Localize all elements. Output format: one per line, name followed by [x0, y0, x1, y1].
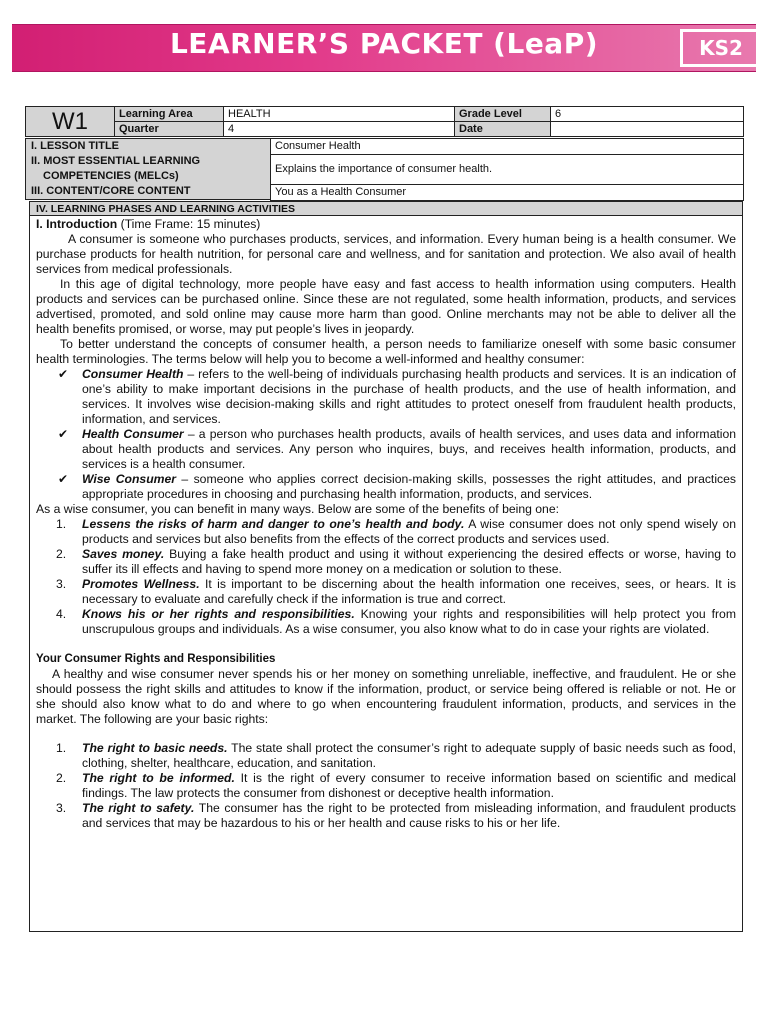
item-number: 2.: [56, 771, 67, 785]
right-title: The right to basic needs.: [82, 741, 228, 755]
list-item: [36, 367, 736, 427]
grade-level-label: Grade Level: [454, 106, 551, 122]
list-item: [36, 577, 736, 607]
list-item: [36, 607, 736, 637]
benefit-text: A wise consumer does not only spend wisely on products and services but also benefits from the effects of the correct products and services used.: [82, 517, 737, 546]
item-number: 1.: [56, 741, 67, 755]
phases-heading: IV. LEARNING PHASES AND LEARNING ACTIVITIES: [30, 202, 742, 216]
list-item: [36, 771, 736, 801]
benefit-text: It is important to be discerning about the health information one receives, sees, or hears. It is necessary to evaluate and carefully check if the information is true and correct.: [82, 577, 736, 606]
rights-intro: A healthy and wise consumer never spends his or her money on something unreliable, ineffective, and fraudulent. He or she should possess the right skills and attitudes to know if the information, product, or service being offered is reliable or not. He or she should also know what to do and where to go when encountering fraudulent information, products, and services in the market. The following are your basic rights:: [36, 667, 736, 726]
benefit-title: Lessens the risks of harm and danger to one’s health and body.: [82, 517, 465, 531]
lesson-body: [36, 217, 736, 831]
check-icon: ✔: [58, 472, 69, 486]
terms-list: [36, 367, 736, 502]
rights-list: [36, 741, 736, 831]
benefits-intro: As a wise consumer, you can benefit in many ways. Below are some of the benefits of being one:: [36, 502, 559, 516]
intro-paragraph-2: In this age of digital technology, more people have easy and fast access to health information using computers. Health products and services can be purchased online. Since these are not regulated, some health information, products, and services advertised, promoted, and sold online may cause more harm than good. Online merchants may not be able to deliver all the health benefits promised, or worse, may put people’s lives in jeopardy.: [36, 277, 736, 336]
date-label: Date: [454, 121, 551, 137]
item-number: 2.: [56, 547, 67, 561]
check-icon: ✔: [58, 427, 69, 441]
spacer: [36, 727, 736, 741]
spacer: [36, 637, 736, 652]
item-number: 1.: [56, 517, 67, 531]
term-definition: – someone who applies correct decision-making skills, possesses the right attitudes, and practices appropriate procedures in choosing and purchasing health information, products, and services.: [82, 472, 736, 501]
ks2-badge: KS2: [680, 29, 762, 67]
content-value: You as a Health Consumer: [270, 184, 744, 201]
benefit-title: Saves money.: [82, 547, 165, 561]
learning-area-value: HEALTH: [223, 106, 455, 122]
list-item: [36, 472, 736, 502]
term-name: Wise Consumer: [82, 472, 177, 486]
item-number: 4.: [56, 607, 67, 621]
intro-time-frame: (Time Frame: 15 minutes): [117, 217, 261, 231]
list-item: [36, 547, 736, 577]
benefits-list: [36, 517, 736, 637]
intro-heading-line: [36, 217, 736, 232]
benefit-text: Knowing your rights and responsibilities will help protect you from unscrupulous groups and individuals. As a wise consumer, you also know what to do in case your rights are violated.: [82, 607, 736, 636]
content-label: III. CONTENT/CORE CONTENT: [31, 185, 191, 197]
benefit-title: Knows his or her rights and responsibilities.: [82, 607, 355, 621]
rights-heading: Your Consumer Rights and Responsibilities: [36, 653, 276, 665]
term-definition: – a person who purchases health products, avails of health services, and uses data and information about health products and services. Any person who inquires, buys, and receives health information, products, and services is a health consumer.: [82, 427, 736, 471]
packet-banner: [12, 24, 756, 72]
right-text: The consumer has the right to be protected from misleading information, and fraudulent products and services that may be hazardous to his or her health and cause risks to his or her life.: [82, 801, 736, 830]
melc-label-line1: II. MOST ESSENTIAL LEARNING: [31, 155, 201, 167]
grade-level-value: 6: [550, 106, 744, 122]
benefit-text: Buying a fake health product and using it without experiencing the desired effects or worse, having to suffer its ill effects and having to spend more money on a medication or solution to these.: [82, 547, 737, 576]
intro-paragraph-3: To better understand the concepts of consumer health, a person needs to familiarize oneself with some basic consumer health terminologies. The terms below will help you to become a well-informed and healthy consumer:: [36, 337, 736, 366]
term-definition: – refers to the well-being of individuals purchasing health products and services. It is an indication of one’s ability to make important decisions in the purchase of health products, and the use of health information, and services. It involves wise decision-making skills and right attitudes to protect oneself from fraudulent health products, information, and services.: [82, 367, 737, 426]
date-value[interactable]: [550, 121, 744, 137]
quarter-label: Quarter: [114, 121, 224, 137]
intro-paragraph-1: A consumer is someone who purchases products, services, and information. Every human being is a health consumer. We purchase products for health nutrition, for personal care and wellness, and for sanitation and protection. We also avail of health services from medical professionals.: [36, 232, 736, 276]
intro-heading: I. Introduction: [36, 217, 118, 231]
learning-phases-box: [29, 201, 743, 932]
lesson-title-value: Consumer Health: [270, 138, 744, 155]
lesson-title-label: I. LESSON TITLE: [31, 140, 120, 152]
right-text: The state shall protect the consumer’s right to adequate supply of basic needs such as food, clothing, shelter, healthcare, education, and sanitation.: [82, 741, 737, 770]
list-item: [36, 801, 736, 831]
learning-area-label: Learning Area: [114, 106, 224, 122]
list-item: [36, 427, 736, 472]
list-item: [36, 517, 736, 547]
right-title: The right to be informed.: [82, 771, 235, 785]
quarter-value: 4: [223, 121, 455, 137]
term-name: Consumer Health: [82, 367, 184, 381]
melc-value: Explains the importance of consumer health.: [270, 154, 744, 185]
list-item: [36, 741, 736, 771]
right-title: The right to safety.: [82, 801, 195, 815]
check-icon: ✔: [58, 367, 69, 381]
item-number: 3.: [56, 801, 67, 815]
term-name: Health Consumer: [82, 427, 184, 441]
melc-label-line2: COMPETENCIES (MELCs): [43, 170, 179, 182]
week-label: W1: [25, 106, 115, 137]
right-text: It is the right of every consumer to receive information based on scientific and medical findings. The law protects the consumer from dishonest or deceptive health information.: [82, 771, 736, 800]
benefit-title: Promotes Wellness.: [82, 577, 200, 591]
banner-title: LEARNER’S PACKET (LeaP): [169, 27, 599, 60]
item-number: 3.: [56, 577, 67, 591]
